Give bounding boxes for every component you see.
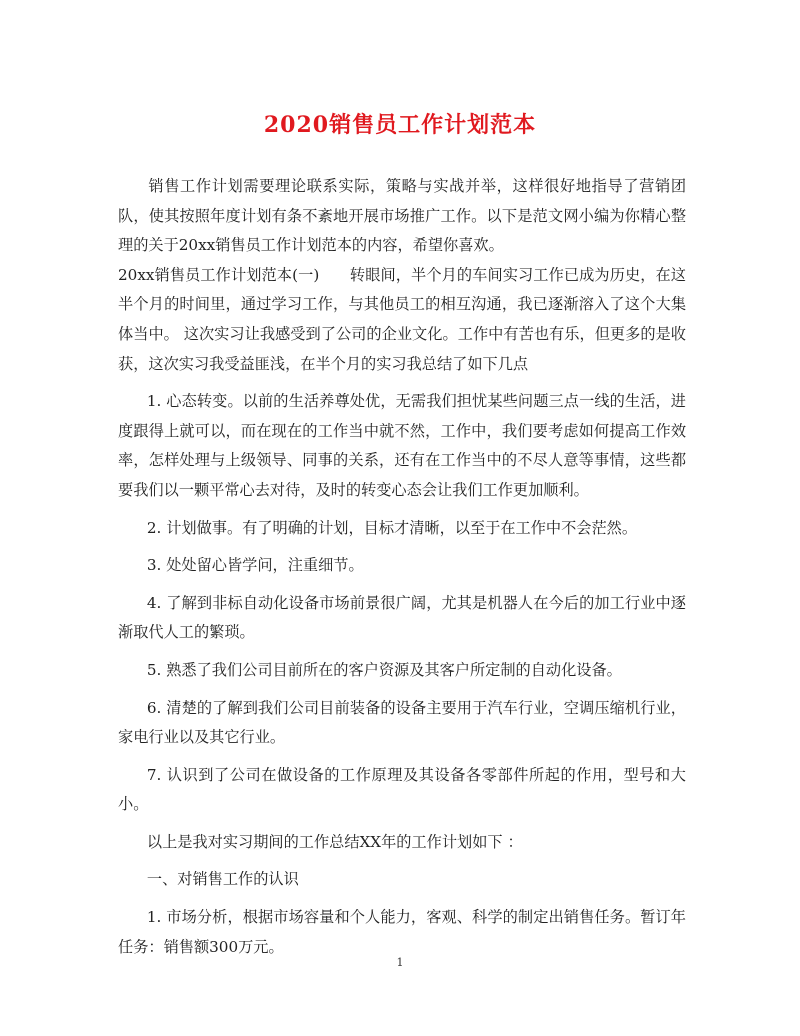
document-body (118, 172, 686, 962)
list-item-1: 1. 心态转变。以前的生活养尊处优，无需我们担忧某些问题三点一线的生活，进度跟得上就可以，而在现在的工作当中就不然，工作中，我们要考虑如何提高工作效率，怎样处理与上级领导、同事的关系，还有在工作当中的不尽人意等事情，这些都要我们以一颗平常心去对待，及时的转变心态会让我们工作更加顺利。 (118, 392, 686, 499)
list-item-7: 7. 认识到了公司在做设备的工作原理及其设备各零部件所起的作用，型号和大小。 (118, 765, 686, 814)
section-one-paragraph: 20xx销售员工作计划范本(一) 转眼间，半个月的车间实习工作已成为历史，在这半个月的时间里，通过学习工作，与其他员工的相互沟通，我已逐渐溶入了这个大集体当中。 这次实习让我感受到了公司的企业文化。工作中有苦也有乐，但更多的是收获，这次实习我受益匪浅，在半个月的实习我总结了如下几点 (118, 265, 686, 373)
page-number: 1 (396, 956, 404, 969)
summary-paragraph: 以上是我对实习期间的工作总结XX年的工作计划如下 ： (146, 832, 523, 851)
list-item-4: 4. 了解到非标自动化设备市场前景很广阔，尤其是机器人在今后的加工行业中逐渐取代人工的繁琐。 (118, 593, 686, 642)
list-item-3: 3. 处处留心皆学问，注重细节。 (146, 556, 364, 575)
list-item-5: 5. 熟悉了我们公司目前所在的客户资源及其客户所定制的自动化设备。 (146, 660, 622, 679)
plan-item-1: 1. 市场分析，根据市场容量和个人能力，客观、科学的制定出销售任务。暂订年任务：销售额300万元。 (118, 908, 686, 956)
document-title: 2020销售员工作计划范本 (263, 112, 537, 138)
list-item-2: 2. 计划做事。有了明确的计划，目标才清晰，以至于在工作中不会茫然。 (146, 518, 638, 537)
list-item-6: 6. 清楚的了解到我们公司目前装备的设备主要用于汽车行业，空调压缩机行业，家电行业以及其它行业。 (118, 698, 686, 747)
section-heading: 一、对销售工作的认识 (146, 870, 299, 889)
intro-paragraph: 销售工作计划需要理论联系实际，策略与实战并举，这样很好地指导了营销团队，使其按照年度计划有条不紊地开展市场推广工作。以下是范文网小编为你精心整理的关于20xx销售员工作计划范本的内容，希望你喜欢。 (118, 177, 686, 255)
